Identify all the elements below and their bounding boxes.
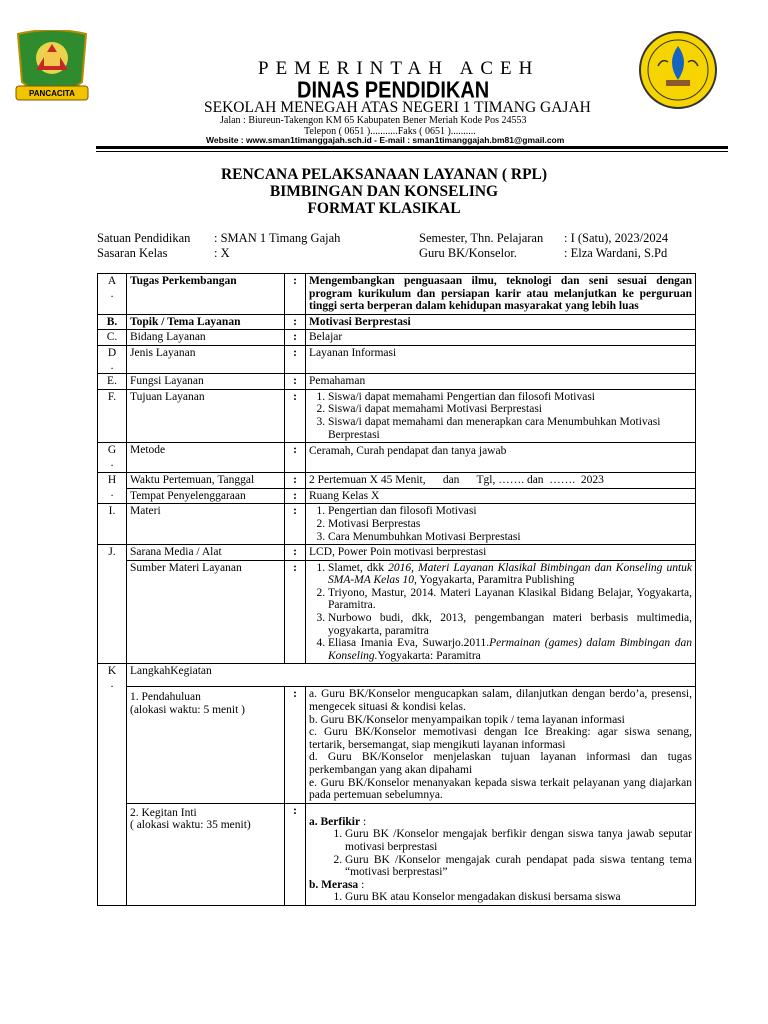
row-b-colon: :	[285, 314, 306, 330]
doc-title-2: BIMBINGAN DAN KONSELING	[269, 183, 499, 200]
row-e-label: Fungsi Layanan	[127, 374, 285, 390]
materi-item: 2. Motivasi Berprestas	[328, 518, 692, 531]
merasa-list	[309, 891, 692, 904]
sumber-item	[328, 637, 692, 662]
src4-title: Permainan (games) dalam Bimbingan dan Konseling.	[328, 637, 692, 662]
row-h2	[98, 488, 696, 504]
src4-author: Eliasa Imania Eva, Suwarjo.2011.	[328, 637, 490, 650]
row-h-code: H .	[98, 473, 127, 504]
doc-title-1: RENCANA PELAKSANAAN LAYANAN ( RPL)	[220, 166, 548, 183]
materi-item: 1. Pengertian dan filosofi Motivasi	[328, 505, 692, 518]
row-h-colon-1: :	[285, 473, 306, 489]
berfikir-heading: a. Berfikir :	[309, 815, 367, 828]
k2-label: 2. Kegitan Inti ( alokasi waktu: 35 menit)	[127, 803, 285, 905]
row-c-code: C.	[98, 330, 127, 346]
row-e-colon: :	[285, 374, 306, 390]
row-k-code: K .	[98, 664, 127, 906]
row-a-code: A .	[98, 274, 127, 315]
letterhead-website: Website : www.sman1timanggajah.sch.id - E-mail : sman1timanggajah.bm81@gmail.com	[206, 135, 565, 145]
row-c-colon: :	[285, 330, 306, 346]
row-k1	[98, 687, 696, 803]
kelas-label: Sasaran Kelas	[97, 246, 168, 260]
row-k-label: LangkahKegiatan	[127, 664, 696, 687]
rpl-table	[97, 273, 696, 906]
row-c-value: Belajar	[306, 330, 696, 346]
row-f-code: F.	[98, 389, 127, 442]
k2-value	[306, 803, 696, 905]
row-f	[98, 389, 696, 442]
k1-label: 1. Pendahuluan (alokasi waktu: 5 menit )	[127, 687, 285, 803]
row-b-label: Topik / Tema Layanan	[127, 314, 285, 330]
row-j-value-2	[306, 560, 696, 664]
row-j-value-1: LCD, Power Poin motivasi berprestasi	[306, 545, 696, 561]
row-c	[98, 330, 696, 346]
row-g-colon: :	[285, 443, 306, 473]
k1-step-b: b. Guru BK/Konselor menyampaikan topik / tema layanan informasi	[309, 713, 625, 726]
sumber-item: 3. Nurbowo budi, dkk, 2013, pengembangan materi berbasis multimedia, yogyakarta, paramitra	[328, 612, 692, 637]
row-g-label: Metode	[127, 443, 285, 473]
satuan-label: Satuan Pendidikan	[97, 231, 191, 245]
k1-colon: :	[285, 687, 306, 803]
k1-value	[306, 687, 696, 803]
row-b-value: Motivasi Berprestasi	[306, 314, 696, 330]
row-j-label-2: Sumber Materi Layanan	[127, 560, 285, 664]
sumber-item	[328, 562, 692, 587]
row-d-value: Layanan Informasi	[306, 345, 696, 373]
row-h1	[98, 473, 696, 489]
berfikir-item: 2. Guru BK /Konselor mengajak curah pendapat pada siswa tentang tema “motivasi berprestasi”	[345, 854, 692, 879]
row-g-value: Ceramah, Curah pendapat dan tanya jawab	[306, 443, 696, 473]
semester-label: Semester, Thn. Pelajaran	[419, 231, 544, 245]
merasa-item: 1. Guru BK atau Konselor mengadakan diskusi bersama siswa	[345, 891, 692, 904]
row-d	[98, 345, 696, 373]
row-i-value	[306, 504, 696, 545]
row-g-code: G .	[98, 443, 127, 473]
letterhead-phone: Telepon ( 0651 )...........Faks ( 0651 )..........	[304, 126, 476, 137]
row-b	[98, 314, 696, 330]
row-a-label: Tugas Perkembangan	[127, 274, 285, 315]
sumber-item: 2. Triyono, Mastur, 2014. Materi Layanan Klasikal Bidang Belajar, Yogyakarta, Paramitra.	[328, 587, 692, 612]
row-h-value-1: 2 Pertemuan X 45 Menit, dan Tgl, ……. dan ……. 2023	[306, 473, 696, 489]
satuan-value: : SMAN 1 Timang Gajah	[214, 231, 341, 245]
src4-publisher: Yogyakarta: Paramitra	[377, 649, 481, 662]
tujuan-item: 3. Siswa/i dapat memahami dan menerapkan cara Menumbuhkan Motivasi Berprestasi	[328, 416, 692, 441]
k2-colon: :	[285, 803, 306, 905]
guru-value: : Elza Wardani, S.Pd	[564, 246, 668, 260]
row-k2	[98, 803, 696, 905]
row-i-label: Materi	[127, 504, 285, 545]
guru-label: Guru BK/Konselor.	[419, 246, 517, 260]
row-i-colon: :	[285, 504, 306, 545]
k1-step-d: d. Guru BK/Konselor menjelaskan tujuan layanan informasi dan tugas perkembangan yang akan dipahami	[309, 751, 692, 776]
aceh-emblem-logo	[10, 30, 94, 105]
row-h-label-1: Waktu Pertemuan, Tanggal	[127, 473, 285, 489]
row-f-colon: :	[285, 389, 306, 442]
materi-list	[309, 505, 692, 543]
row-e-code: E.	[98, 374, 127, 390]
row-f-value	[306, 389, 696, 442]
k1-step-e: e. Guru BK/Konselor menanyakan kepada siswa terkait pelayanan yang diajarkan pada pertemuan sebelumnya.	[309, 776, 692, 802]
row-j2	[98, 560, 696, 664]
letterhead-divider-thin	[96, 151, 728, 152]
letterhead-school: SEKOLAH MENEGAH ATAS NEGERI 1 TIMANG GAJAH	[204, 99, 591, 116]
row-d-code: D .	[98, 345, 127, 373]
row-g	[98, 443, 696, 473]
row-h-value-2: Ruang Kelas X	[306, 488, 696, 504]
row-a	[98, 274, 696, 315]
row-a-colon: :	[285, 274, 306, 315]
k1-step-a: a. Guru BK/Konselor mengucapkan salam, dilanjutkan dengan berdo’a, presensi, mengecek situasi & kondisi kelas.	[309, 688, 692, 714]
letterhead-divider	[96, 146, 728, 149]
row-k-head	[98, 664, 696, 687]
doc-title-3: FORMAT KLASIKAL	[307, 200, 461, 217]
row-d-colon: :	[285, 345, 306, 373]
tujuan-item: 2. Siswa/i dapat memahami Motivasi Berprestasi	[328, 403, 692, 416]
letterhead-government: PEMERINTAH ACEH	[258, 58, 540, 79]
row-h-label-2: Tempat Penyelenggaraan	[127, 488, 285, 504]
merasa-heading: b. Merasa :	[309, 878, 365, 891]
row-c-label: Bidang Layanan	[127, 330, 285, 346]
src1-title: 2016, Materi Layanan Klasikal Bimbingan dan Konseling untuk SMA-MA Kelas 10	[328, 561, 692, 587]
row-b-code: B.	[98, 314, 127, 330]
row-h-colon-2: :	[285, 488, 306, 504]
row-j-label-1: Sarana Media / Alat	[127, 545, 285, 561]
sumber-list	[309, 562, 692, 663]
tujuan-list	[309, 391, 692, 441]
row-a-value: Mengembangkan penguasaan ilmu, teknologi dan seni sesuai dengan program kurikulum dan persiapan karir atau melanjutkan ke perguruan tinggi serta berperan dalam kehidupan masyarakat yang lebih luas	[306, 274, 696, 315]
tut-wuri-handayani-logo	[636, 28, 720, 112]
berfikir-item: 1. Guru BK /Konselor mengajak berfikir dengan siswa tanya jawab seputar motivasi berprestasi	[345, 828, 692, 853]
pancacita-label: PANCACITA	[29, 89, 75, 98]
row-i	[98, 504, 696, 545]
letterhead-address: Jalan : Biureun-Takengon KM 65 Kabupaten Bener Meriah Kode Pos 24553	[220, 115, 527, 126]
kelas-value: : X	[214, 246, 230, 260]
tujuan-item: 1. Siswa/i dapat memahami Pengertian dan filosofi Motivasi	[328, 391, 692, 404]
src1-publisher: , Yogyakarta, Paramitra Publishing	[414, 574, 575, 587]
row-e-value: Pemahaman	[306, 374, 696, 390]
src1-author: Slamet, dkk	[328, 561, 389, 574]
row-j-colon-2: :	[285, 560, 306, 664]
materi-item: 3. Cara Menumbuhkan Motivasi Berprestasi	[328, 531, 692, 544]
row-j1	[98, 545, 696, 561]
letterhead-office: DINAS PENDIDIKAN	[297, 78, 490, 104]
row-e	[98, 374, 696, 390]
k1-step-c: c. Guru BK/Konselor memotivasi dengan Ice Breaking: agar siswa senang, tertarik, bersemangat, siap mengikuti layanan informasi	[309, 726, 692, 751]
row-d-label: Jenis Layanan	[127, 345, 285, 373]
row-j-colon-1: :	[285, 545, 306, 561]
row-j-code: J.	[98, 545, 127, 664]
row-f-label: Tujuan Layanan	[127, 389, 285, 442]
row-i-code: I.	[98, 504, 127, 545]
semester-value: : I (Satu), 2023/2024	[564, 231, 669, 245]
berfikir-list	[309, 828, 692, 878]
